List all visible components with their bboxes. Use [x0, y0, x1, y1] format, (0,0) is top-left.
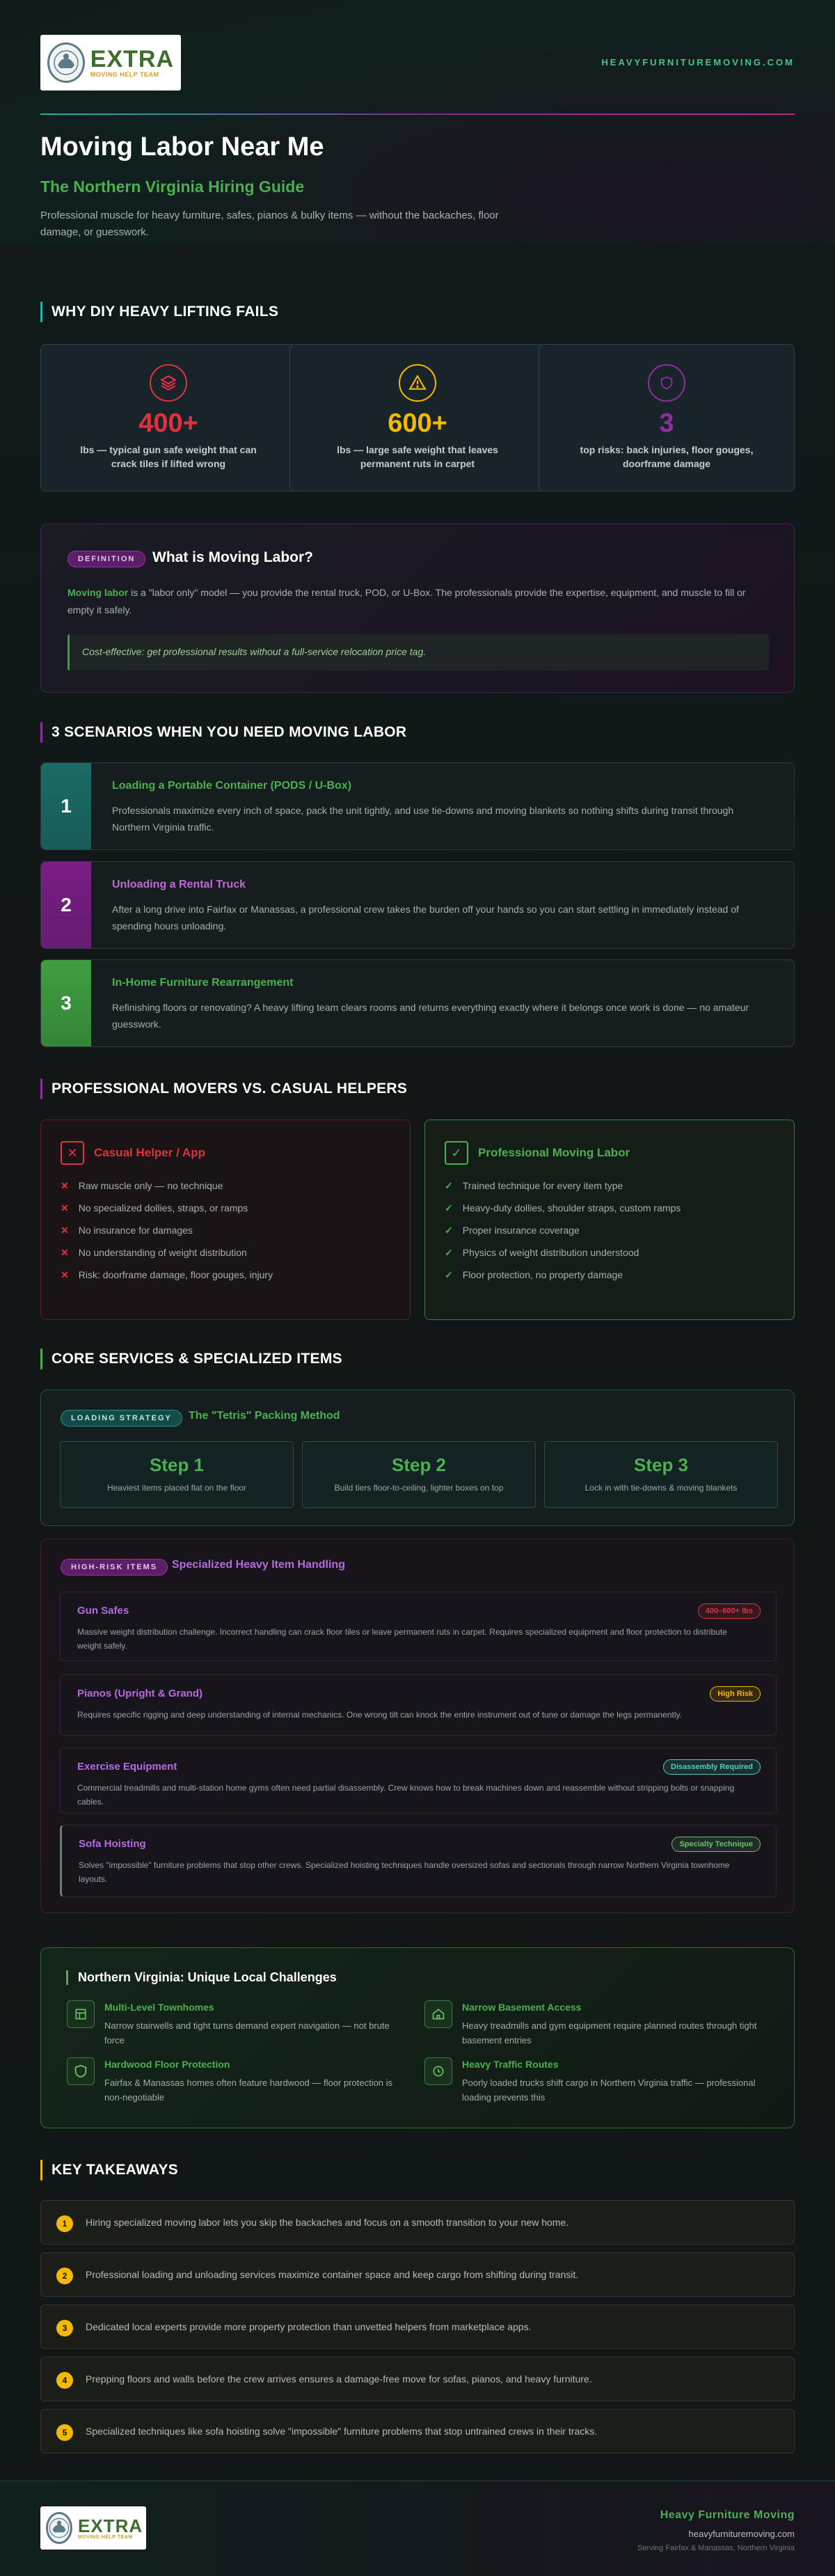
takeaway-item	[40, 2304, 795, 2349]
scenario-title: Unloading a Rental Truck	[112, 879, 246, 890]
takeaway-number: 1	[56, 2215, 73, 2232]
home-icon	[424, 2000, 452, 2028]
casual-list-item	[61, 1247, 390, 1259]
clock-icon	[424, 2057, 452, 2085]
step-card	[302, 1441, 536, 1508]
risk-item-card	[60, 1748, 777, 1814]
check-icon: ✓	[445, 1225, 453, 1236]
stat-caption: lbs — large safe weight that leaves permanent ruts in carpet	[337, 444, 498, 469]
casual-list-item	[61, 1225, 390, 1236]
casual-list-item	[61, 1180, 390, 1192]
section-title-comparison: PROFESSIONAL MOVERS VS. CASUAL HELPERS	[40, 1081, 407, 1097]
definition-quote: Cost-effective: get professional results without a full-service relocation price tag.	[67, 634, 769, 670]
check-icon: ✓	[445, 1202, 453, 1214]
cross-icon: ✕	[61, 1202, 69, 1214]
scenario-title: Loading a Portable Container (PODS / U-Box)	[112, 780, 352, 792]
header-divider	[40, 113, 795, 115]
warning-icon	[399, 364, 436, 402]
scenario-number: 2	[41, 862, 91, 948]
stat-caption: top risks: back injuries, floor gouges, doorframe damage	[580, 444, 754, 469]
footer-logo-brand: EXTRA	[78, 2515, 143, 2536]
high-risk-pill: HIGH-RISK ITEMS	[61, 1559, 168, 1576]
definition-body	[67, 584, 770, 619]
pro-item-text: Physics of weight distribution understood	[462, 1247, 639, 1258]
check-icon: ✓	[445, 1180, 453, 1191]
section-title-scenarios: 3 SCENARIOS WHEN YOU NEED MOVING LABOR	[40, 724, 406, 741]
casual-helper-card	[40, 1120, 411, 1320]
stat-value: 3	[659, 409, 674, 438]
header	[0, 0, 835, 244]
risk-item-tag: Disassembly Required	[663, 1759, 761, 1775]
local-item-title: Hardwood Floor Protection	[104, 2059, 230, 2070]
risk-item-card	[60, 1674, 777, 1736]
stat-card	[289, 344, 546, 492]
pro-list	[445, 1180, 774, 1281]
section-title-diy: WHY DIY HEAVY LIFTING FAILS	[40, 304, 278, 320]
scenario-card	[40, 959, 795, 1047]
takeaway-text: Hiring specialized moving labor lets you skip the backaches and focus on a smooth transition to your new home.	[86, 2217, 569, 2228]
loading-title: The "Tetris" Packing Method	[189, 1410, 340, 1422]
local-item-text: Fairfax & Manassas homes often feature hardwood — floor protection is non-negotiable	[104, 2078, 393, 2103]
casual-item-text: No insurance for damages	[78, 1225, 193, 1236]
pro-labor-card	[424, 1120, 795, 1320]
casual-list-item	[61, 1202, 390, 1214]
takeaway-number: 4	[56, 2372, 73, 2389]
scenario-text: Professionals maximize every inch of space, pack the unit tightly, and use tie-downs and moving blankets so nothing shifts during transit through Northern Virginia traffic.	[112, 805, 734, 833]
pro-list-item	[445, 1269, 774, 1281]
local-item-title: Multi-Level Townhomes	[104, 2002, 214, 2013]
local-item	[67, 2057, 408, 2106]
step-text: Heaviest items placed flat on the floor	[106, 1483, 247, 1493]
cross-icon: ✕	[61, 1225, 69, 1236]
local-item	[424, 2000, 765, 2049]
footer-url-link[interactable]: heavyfurnituremoving.com	[688, 2529, 795, 2539]
step-title: Step 3	[633, 1454, 689, 1475]
pro-item-text: Heavy-duty dollies, shoulder straps, custom ramps	[462, 1202, 681, 1214]
risk-item-text: Massive weight distribution challenge. Incorrect handling can crack floor tiles or leave permanent ruts in carpet. Requires specialized equipment and floor protection to distribute weight safely.	[77, 1627, 727, 1651]
scenario-number: 1	[41, 763, 91, 849]
layout-icon	[67, 2000, 95, 2028]
local-item	[67, 2000, 408, 2049]
definition-term: Moving labor	[67, 587, 129, 598]
pro-item-text: Proper insurance coverage	[462, 1225, 580, 1236]
stat-value: 600+	[388, 409, 447, 438]
definition-pill: DEFINITION	[67, 551, 145, 567]
shield-icon	[67, 2057, 95, 2085]
scenario-text: Refinishing floors or renovating? A heavy lifting team clears rooms and returns everything exactly where it belongs once work is done — no amateur guesswork.	[112, 1002, 749, 1030]
logo-seal-icon	[46, 2512, 72, 2544]
scenario-number: 3	[41, 960, 91, 1046]
risk-item-tag: 400–600+ lbs	[698, 1603, 761, 1619]
local-item	[424, 2057, 765, 2106]
takeaway-text: Dedicated local experts provide more property protection than unvetted helpers from marketplace apps.	[86, 2321, 532, 2332]
local-item-text: Heavy treadmills and gym equipment require planned routes through tight basement entries	[462, 2020, 757, 2045]
step-text: Lock in with tie-downs & moving blankets	[584, 1483, 738, 1493]
footer-logo[interactable]	[40, 2506, 146, 2550]
risk-item-text: Solves "impossible" furniture problems that stop other crews. Specialized hoisting techniques handle oversized sofas and sectionals through narrow Northern Virginia townhome layouts.	[79, 1860, 730, 1884]
scenario-card	[40, 762, 795, 850]
pro-list-item	[445, 1180, 774, 1192]
takeaway-text: Specialized techniques like sofa hoisting solve "impossible" furniture problems that stop untrained crews in their tracks.	[86, 2426, 598, 2437]
pro-item-text: Trained technique for every item type	[462, 1180, 623, 1191]
cross-icon: ✕	[61, 1269, 69, 1280]
takeaway-number: 3	[56, 2320, 73, 2337]
casual-list	[61, 1180, 390, 1281]
footer-logo-sub: MOVING HELP TEAM	[78, 2534, 133, 2540]
risk-item-text: Requires specific rigging and deep understanding of internal mechanics. One wrong tilt can knock the entire instrument out of tune or damage the legs permanently.	[77, 1710, 682, 1720]
cross-icon: ✕	[61, 1180, 69, 1191]
risk-item-tag: High Risk	[710, 1686, 761, 1702]
pro-list-item	[445, 1225, 774, 1236]
risk-item-title: Sofa Hoisting	[79, 1838, 146, 1850]
risk-item-card	[60, 1592, 777, 1661]
risk-item-title: Pianos (Upright & Grand)	[77, 1688, 202, 1699]
page-description: Professional muscle for heavy furniture, safes, pianos & bulky items — without the backaches, floor damage, or guesswork.	[40, 210, 499, 238]
step-title: Step 1	[149, 1454, 205, 1475]
casual-list-item	[61, 1269, 390, 1281]
risk-item-title: Gun Safes	[77, 1605, 129, 1617]
definition-title: What is Moving Labor?	[152, 549, 313, 565]
section-title-services: CORE SERVICES & SPECIALIZED ITEMS	[40, 1351, 342, 1367]
step-card	[60, 1441, 294, 1508]
loading-pill: LOADING STRATEGY	[61, 1410, 182, 1427]
step-text: Build tiers floor-to-ceiling, lighter boxes on top	[334, 1483, 504, 1493]
takeaway-text: Professional loading and unloading services maximize container space and keep cargo from shifting during transit.	[86, 2269, 579, 2280]
local-item-title: Narrow Basement Access	[462, 2002, 582, 2013]
scenario-text: After a long drive into Fairfax or Manassas, a professional crew takes the burden off your hands so you can start settling in immediately instead of spending hours unloading.	[112, 904, 739, 932]
page-title: Moving Labor Near Me	[40, 132, 324, 162]
shield-icon	[648, 364, 685, 402]
local-item-text: Poorly loaded trucks shift cargo in Northern Virginia traffic — professional loading prevents this	[462, 2078, 756, 2103]
risk-item-title: Exercise Equipment	[77, 1761, 177, 1773]
risk-item-text: Commercial treadmills and multi-station home gyms often need partial disassembly. Crew knows how to break machines down and reassemble without stripping bolts or snapping cables.	[77, 1783, 735, 1807]
casual-item-text: No understanding of weight distribution	[78, 1247, 247, 1258]
check-icon: ✓	[445, 1269, 453, 1280]
casual-item-text: No specialized dollies, straps, or ramps	[78, 1202, 248, 1214]
footer-company: Heavy Furniture Moving	[660, 2509, 795, 2521]
pro-title: Professional Moving Labor	[478, 1146, 630, 1159]
casual-title: Casual Helper / App	[94, 1146, 205, 1159]
pro-list-item	[445, 1247, 774, 1259]
takeaway-item	[40, 2357, 795, 2401]
logo[interactable]	[40, 35, 181, 91]
local-item-title: Heavy Traffic Routes	[462, 2059, 559, 2070]
scenario-card	[40, 861, 795, 949]
definition-card	[40, 524, 795, 693]
local-item-text: Narrow stairwells and tight turns demand expert navigation — not brute force	[104, 2020, 390, 2045]
pro-list-item	[445, 1202, 774, 1214]
scenario-title: In-Home Furniture Rearrangement	[112, 977, 294, 989]
definition-text: is a "labor only" model — you provide the rental truck, POD, or U-Box. The professionals provide the expertise, equipment, and muscle to fill or empty it safely.	[67, 587, 746, 615]
section-title-takeaways: KEY TAKEAWAYS	[40, 2162, 178, 2178]
close-icon: ✕	[61, 1141, 84, 1165]
layers-icon	[150, 364, 187, 402]
casual-item-text: Raw muscle only — no technique	[78, 1180, 223, 1191]
stat-card	[40, 344, 296, 492]
step-title: Step 2	[391, 1454, 447, 1475]
logo-seal-icon	[47, 42, 85, 83]
check-icon: ✓	[445, 1247, 453, 1258]
takeaway-number: 5	[56, 2424, 73, 2441]
pro-item-text: Floor protection, no property damage	[462, 1269, 623, 1280]
takeaway-item	[40, 2409, 795, 2453]
takeaway-item	[40, 2200, 795, 2245]
stat-card	[539, 344, 795, 492]
step-card	[544, 1441, 778, 1508]
logo-brand: EXTRA	[90, 46, 174, 72]
takeaway-text: Prepping floors and walls before the crew arrives ensures a damage-free move for sofas, pianos, and heavy furniture.	[86, 2373, 592, 2385]
stat-caption: lbs — typical gun safe weight that can crack tiles if lifted wrong	[80, 444, 257, 469]
high-risk-title: Specialized Heavy Item Handling	[172, 1559, 345, 1571]
footer-area: Serving Fairfax & Manassas, Northern Virginia	[637, 2544, 795, 2552]
cross-icon: ✕	[61, 1247, 69, 1258]
site-url-link[interactable]: HEAVYFURNITUREMOVING.COM	[601, 57, 795, 68]
logo-sub: MOVING HELP TEAM	[90, 71, 159, 78]
stat-value: 400+	[138, 409, 198, 438]
footer	[0, 2481, 835, 2576]
risk-item-card	[60, 1825, 777, 1897]
page-subtitle: The Northern Virginia Hiring Guide	[40, 178, 305, 196]
check-icon: ✓	[445, 1141, 468, 1165]
takeaway-number: 2	[56, 2268, 73, 2284]
takeaway-item	[40, 2252, 795, 2297]
casual-item-text: Risk: doorframe damage, floor gouges, injury	[78, 1269, 273, 1280]
risk-item-tag: Specialty Technique	[671, 1837, 761, 1852]
local-title: Northern Virginia: Unique Local Challenges	[66, 1970, 337, 1985]
